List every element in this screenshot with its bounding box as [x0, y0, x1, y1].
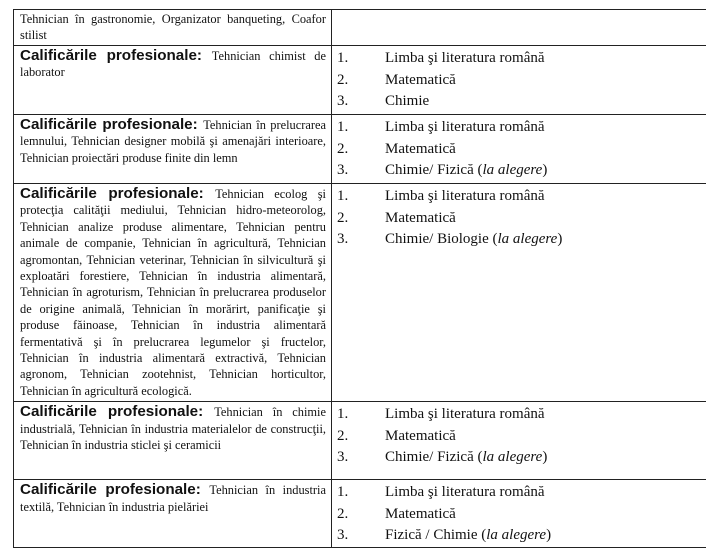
qualifications-heading: Calificările profesionale: [20, 481, 210, 499]
qualifications-text: Tehnician chimist de laborator [20, 49, 327, 80]
subject-name-text: Chimie/ Fizică ( [385, 449, 483, 466]
table-row [14, 480, 706, 548]
qualifications-text: Tehnician în gastronomie, Organizator banqueting, Coafor stilist [20, 12, 326, 42]
subject-item [337, 70, 706, 92]
subjects-cell [332, 46, 706, 115]
subject-name: Limba şi literatura română [385, 484, 545, 501]
subject-number: 2. [337, 71, 349, 88]
subject-item [337, 482, 706, 504]
subject-number: 2. [337, 140, 349, 157]
subject-name: Limba şi literatura română [385, 119, 545, 135]
subject-name: Chimie [385, 93, 430, 109]
qualifications-text: Tehnician ecolog şi protecţia calităţii mediului, Tehnician hidro-meteorolog, Tehnician analize produse alimentare, Tehnician pentru animale de companie, Tehnician în agricultură, Tehnician agromontan, Tehnician veterinar, Tehnician în silvicultură şi exploatări forestiere, Tehnician în industria alimentară, Tehnician în agroturism, Tehnician în prelucrarea produselor de origine animală, Tehnician în morărirt, panificaţie şi produse făinoase, Tehnician în industria alimentară fermentativă şi în prelucrarea legumelor şi fructelor, Tehnician în industria alimentară extractivă, Tehnician agronom, Tehnician zootehnist, Tehnician horticultor, Tehnician în agricultură ecologică. [20, 187, 326, 398]
qualifications-heading: Calificările profesionale: [20, 47, 212, 64]
table-row [14, 115, 706, 184]
subjects-cell [332, 10, 706, 46]
qualifications-text: Tehnician în prelucrarea lemnului, Tehnician designer mobilă şi amenajări interioare, Tehnician proiectări produse finite din lemn [20, 118, 326, 165]
subject-item [337, 447, 706, 469]
subject-item [337, 504, 706, 526]
subjects-cell [332, 480, 706, 548]
subject-name: Limba şi literatura română [385, 188, 545, 204]
subject-name: Matematică [385, 209, 456, 226]
subject-item [337, 426, 706, 448]
subject-number: 1. [337, 406, 349, 423]
qualifications-cell [14, 184, 332, 402]
subject-number: 2. [337, 209, 349, 226]
subject-item [337, 525, 706, 547]
subject-name [385, 229, 706, 251]
subject-name: Matematică [385, 427, 456, 444]
subject-name: Limba şi literatura română [385, 50, 545, 66]
qualifications-cell [14, 46, 332, 115]
subject-number: 3. [337, 231, 349, 247]
subject-number: 1. [337, 188, 349, 204]
subject-item [337, 91, 706, 113]
subject-item [337, 117, 706, 139]
subject-item [337, 404, 706, 426]
qualifications-cell [14, 480, 332, 548]
subject-name-tail: ) [546, 527, 552, 544]
qualifications-heading: Calificările profesionale: [20, 403, 215, 421]
table-row [14, 46, 706, 115]
subject-name-text: Chimie/ Fizică ( [385, 162, 483, 178]
subject-item [337, 229, 706, 251]
subject-name [385, 525, 706, 547]
subject-number: 2. [337, 427, 349, 444]
subject-name-tail: ) [557, 231, 563, 247]
subject-number: 1. [337, 50, 349, 66]
subject-note: la alegere [482, 449, 543, 466]
subject-name-text: Chimie/ Biologie ( [385, 231, 498, 247]
qualifications-text: Tehnician în industria textilă, Tehnician în industria pielăriei [20, 483, 326, 514]
subject-note: la alegere [486, 527, 547, 544]
subject-item [337, 48, 706, 70]
subject-name: Matematică [385, 71, 456, 88]
subject-number: 3. [337, 162, 349, 178]
subject-item [337, 208, 706, 230]
qualifications-cell [14, 10, 332, 46]
subject-name: Limba şi literatura română [385, 406, 545, 423]
subject-item [337, 160, 706, 182]
qualifications-heading: Calificările profesionale: [20, 116, 204, 133]
subject-name: Matematică [385, 140, 456, 157]
subject-item [337, 186, 706, 208]
subject-number: 1. [337, 119, 349, 135]
subject-note: la alegere [497, 231, 558, 247]
subject-note: la alegere [482, 162, 543, 178]
qualifications-text: Tehnician în chimie industrială, Tehnician în industria materialelor de construcţii, Tehnician în industria sticlei şi ceramicii [20, 405, 326, 453]
subject-name-tail: ) [542, 449, 548, 466]
subject-number: 2. [337, 505, 349, 522]
table-row [14, 10, 706, 46]
qualifications-table [13, 9, 706, 548]
subjects-cell [332, 115, 706, 184]
subject-name-tail: ) [542, 162, 548, 178]
subject-number: 3. [337, 449, 349, 466]
table-row [14, 184, 706, 402]
subject-name [385, 160, 706, 182]
qualifications-cell [14, 402, 332, 480]
subjects-cell [332, 184, 706, 402]
subject-name: Matematică [385, 505, 456, 522]
subject-number: 3. [337, 527, 349, 544]
subject-number: 1. [337, 484, 349, 501]
subject-name-text: Fizică / Chimie ( [385, 527, 487, 544]
subject-item [337, 139, 706, 161]
subject-number: 3. [337, 93, 349, 109]
subject-name [385, 447, 706, 469]
subjects-cell [332, 402, 706, 480]
table-row [14, 402, 706, 480]
qualifications-heading: Calificările profesionale: [20, 185, 216, 202]
qualifications-cell [14, 115, 332, 184]
